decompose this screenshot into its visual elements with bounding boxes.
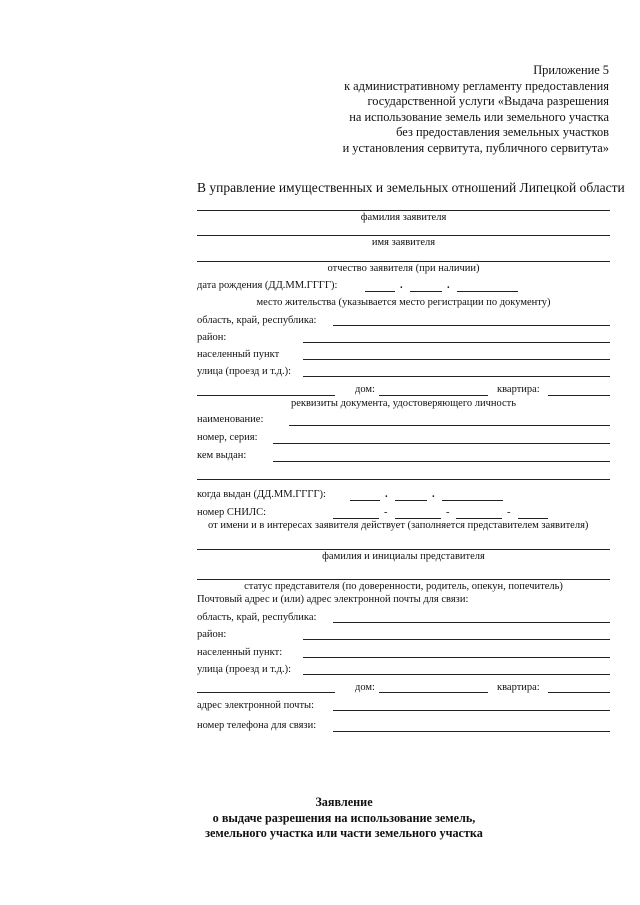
date-separator: .: [447, 280, 450, 291]
issue-month-field[interactable]: [395, 500, 427, 501]
appendix-block: [279, 63, 609, 157]
issue-day-field[interactable]: [350, 500, 380, 501]
street-label: улица (проезд и т.д.):: [197, 366, 292, 377]
house-label: дом:: [355, 384, 375, 395]
snils-part-4-field[interactable]: [518, 518, 548, 519]
district-field[interactable]: [303, 342, 610, 343]
house-field[interactable]: [379, 395, 488, 396]
region-label: область, край, республика:: [197, 315, 317, 326]
issued-by-label: кем выдан:: [197, 450, 247, 461]
birth-month-field[interactable]: [410, 291, 442, 292]
birth-day-field[interactable]: [365, 291, 395, 292]
snils-part-3-field[interactable]: [456, 518, 502, 519]
street-continuation-field[interactable]: [197, 395, 335, 396]
date-separator: .: [400, 280, 403, 291]
surname-field[interactable]: [197, 210, 610, 211]
apartment-label: квартира:: [497, 384, 540, 395]
region-field[interactable]: [333, 325, 610, 326]
snils-label: номер СНИЛС:: [197, 507, 267, 518]
contact-region-field[interactable]: [333, 622, 610, 623]
snils-separator: -: [446, 507, 450, 518]
settlement-label: населенный пункт: [197, 349, 280, 360]
appendix-line: государственной услуги «Выдача разрешения: [367, 94, 609, 109]
doc-number-field[interactable]: [273, 443, 610, 444]
name-caption: имя заявителя: [371, 237, 436, 248]
contact-street-field[interactable]: [303, 674, 610, 675]
contact-heading: Почтовый адрес и (или) адрес электронной почты для связи:: [197, 594, 469, 605]
contact-house-field[interactable]: [379, 692, 488, 693]
district-label: район:: [197, 332, 227, 343]
email-label: адрес электронной почты:: [197, 700, 315, 711]
street-field[interactable]: [303, 376, 610, 377]
contact-region-label: область, край, республика:: [197, 612, 317, 623]
representative-intro: от имени и в интересах заявителя действует (заполняется представителем заявителя): [208, 520, 589, 531]
statement-title: Заявление: [315, 795, 373, 809]
snils-part-1-field[interactable]: [333, 518, 379, 519]
representative-name-caption: фамилия и инициалы представителя: [322, 551, 485, 562]
birth-date-label: дата рождения (ДД.ММ.ГГГГ):: [197, 280, 338, 291]
contact-settlement-label: населенный пункт:: [197, 647, 283, 658]
patronymic-caption: отчество заявителя (при наличии): [327, 263, 480, 274]
issue-date-label: когда выдан (ДД.ММ.ГГГГ):: [197, 489, 326, 500]
contact-settlement-field[interactable]: [303, 657, 610, 658]
contact-house-label: дом:: [355, 682, 375, 693]
snils-part-2-field[interactable]: [395, 518, 441, 519]
date-separator: .: [432, 489, 435, 500]
appendix-line: к административному регламенту предоставления: [344, 78, 609, 93]
statement-subtitle: земельного участка или части земельного участка: [205, 826, 483, 840]
issued-by-continuation-field[interactable]: [197, 479, 610, 480]
phone-field[interactable]: [333, 731, 610, 732]
appendix-line: и установления сервитута, публичного сервитута»: [342, 140, 609, 155]
contact-street-continuation-field[interactable]: [197, 692, 335, 693]
statement-subtitle: о выдаче разрешения на использование земель,: [212, 811, 476, 825]
surname-caption: фамилия заявителя: [360, 212, 447, 223]
appendix-line: Приложение 5: [533, 63, 609, 77]
contact-apartment-label: квартира:: [497, 682, 540, 693]
appendix-line: на использование земель или земельного участка: [349, 109, 609, 124]
contact-apartment-field[interactable]: [548, 692, 610, 693]
settlement-field[interactable]: [303, 359, 610, 360]
name-field[interactable]: [197, 235, 610, 236]
contact-district-field[interactable]: [303, 639, 610, 640]
contact-district-label: район:: [197, 629, 227, 640]
snils-separator: -: [384, 507, 388, 518]
date-separator: .: [385, 489, 388, 500]
snils-separator: -: [507, 507, 511, 518]
doc-number-label: номер, серия:: [197, 432, 258, 443]
issued-by-field[interactable]: [273, 461, 610, 462]
doc-name-field[interactable]: [289, 425, 610, 426]
representative-name-field[interactable]: [197, 549, 610, 550]
contact-street-label: улица (проезд и т.д.):: [197, 664, 292, 675]
issue-year-field[interactable]: [442, 500, 503, 501]
representative-status-field[interactable]: [197, 579, 610, 580]
email-field[interactable]: [333, 710, 610, 711]
phone-label: номер телефона для связи:: [197, 720, 317, 731]
residence-caption: место жительства (указывается место регистрации по документу): [256, 297, 551, 308]
doc-name-label: наименование:: [197, 414, 264, 425]
addressee: В управление имущественных и земельных отношений Липецкой области: [197, 180, 625, 195]
birth-year-field[interactable]: [457, 291, 518, 292]
id-doc-caption: реквизиты документа, удостоверяющего личность: [290, 398, 517, 409]
apartment-field[interactable]: [548, 395, 610, 396]
appendix-line: без предоставления земельных участков: [396, 125, 609, 140]
representative-status-caption: статус представителя (по доверенности, родитель, опекун, попечитель): [244, 581, 563, 592]
patronymic-field[interactable]: [197, 261, 610, 262]
